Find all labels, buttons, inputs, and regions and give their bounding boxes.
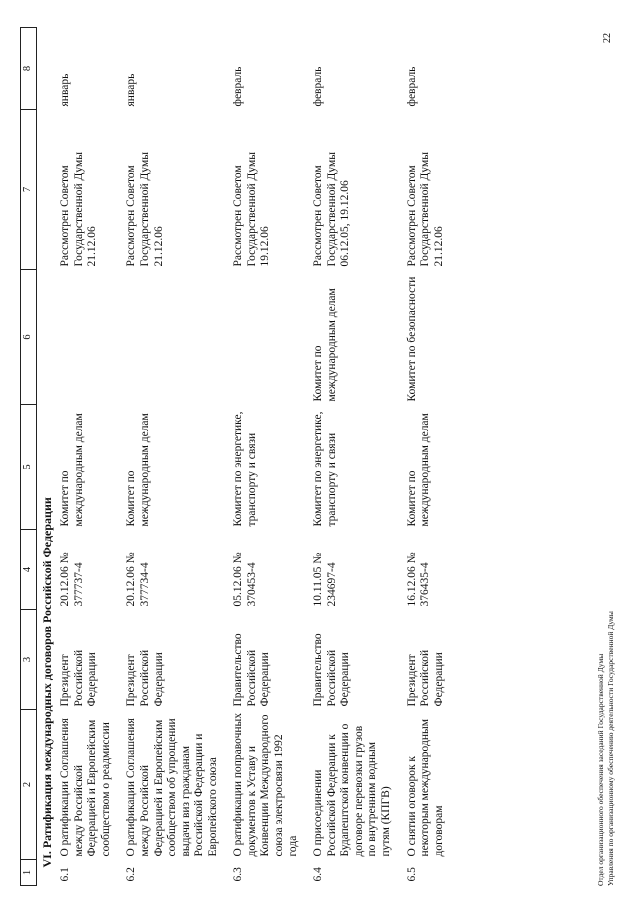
column-number-row — [21, 28, 37, 886]
registration: 16.12.06 № 376435-4 — [405, 552, 432, 607]
row-number: 6.1 — [59, 867, 72, 882]
co-committee — [57, 270, 123, 405]
column-number: 5 — [21, 405, 37, 530]
row-number: 6.5 — [405, 867, 418, 882]
status: Рассмотрен Советом Государственной Думы 19.12.06 — [232, 152, 272, 267]
footer — [596, 611, 616, 886]
table-row — [404, 28, 457, 886]
planned-month: январь — [125, 73, 138, 107]
row-number: 6.4 — [312, 867, 325, 882]
registration: 20.12.06 № 377737-4 — [59, 552, 85, 607]
column-number: 1 — [21, 860, 37, 886]
status: Рассмотрен Советом Государственной Думы 21.12.06 — [405, 152, 445, 267]
bill-title: О ратификации Соглашения между Российской Федерацией и Европейским сообществом об упрощении выдачи виз гражданам Российской Федерации и Европейского союза — [125, 718, 219, 857]
bill-title: О ратификации поправочных документов к Уставу и Конвенции Международного союза электросвязи 1992 года — [232, 712, 299, 857]
column-number: 7 — [21, 110, 37, 270]
co-committee: Комитет по безопасности — [405, 276, 418, 402]
table-row — [57, 28, 123, 886]
responsible-committee: Комитет по международным делам — [125, 413, 151, 527]
planned-month: февраль — [312, 66, 325, 107]
table-row — [310, 28, 403, 886]
column-number: 3 — [21, 610, 37, 710]
column-number: 6 — [21, 270, 37, 405]
co-committee — [123, 270, 230, 405]
planned-month: февраль — [405, 66, 418, 107]
footer-line: Управления по организационному обеспечению деятельности Государственной Думы — [605, 611, 615, 886]
page-number: 22 — [602, 33, 613, 43]
table-row — [230, 28, 310, 886]
table-row — [123, 28, 230, 886]
column-number: 4 — [21, 530, 37, 610]
planned-month: февраль — [232, 66, 245, 107]
row-number: 6.3 — [232, 867, 245, 882]
initiator: Президент Российской Федерации — [125, 649, 165, 707]
registration: 10.11.05 № 234697-4 — [312, 552, 338, 607]
co-committee — [230, 270, 310, 405]
responsible-committee: Комитет по международным делам — [405, 413, 432, 527]
registration: 20.12.06 № 377734-4 — [125, 552, 151, 607]
section-title: VI. Ратификация международных договоров Российской Федерации — [40, 497, 54, 868]
responsible-committee: Комитет по энергетике, транспорту и связи — [232, 411, 258, 527]
responsible-committee: Комитет по энергетике, транспорту и связи — [312, 411, 338, 527]
footer-line: Отдел организационного обеспечения заседаний Государственной Думы — [596, 653, 605, 886]
section-heading-row — [37, 28, 58, 886]
bill-title: О ратификации Соглашения между Российской Федерацией и Европейским сообществом о реадмиссии — [59, 718, 112, 857]
co-committee: Комитет по международным делам — [312, 288, 338, 402]
initiator: Президент Российской Федерации — [59, 649, 99, 707]
initiator: Президент Российской Федерации — [405, 649, 445, 707]
status: Рассмотрен Советом Государственной Думы 21.12.06 — [59, 152, 99, 267]
status: Рассмотрен Советом Государственной Думы 21.12.06 — [125, 152, 165, 267]
bill-title: О снятии оговорок к некоторым международным договорам — [405, 719, 445, 857]
initiator: Правительство Российской Федерации — [312, 633, 352, 707]
registration: 05.12.06 № 370453-4 — [232, 552, 258, 607]
legislative-plan-table — [20, 27, 456, 886]
status: Рассмотрен Советом Государственной Думы 06.12.05, 19.12.06 — [312, 152, 352, 267]
initiator: Правительство Российской Федерации — [232, 633, 272, 707]
planned-month: январь — [59, 73, 72, 107]
bill-title: О присоединении Российской Федерации к Будапештской конвенции о договоре перевозки грузов по внутренним водным путям (КПГВ) — [312, 723, 392, 857]
row-number: 6.2 — [125, 867, 138, 882]
responsible-committee: Комитет по международным делам — [59, 413, 85, 527]
column-number: 8 — [21, 28, 37, 110]
column-number: 2 — [21, 710, 37, 860]
